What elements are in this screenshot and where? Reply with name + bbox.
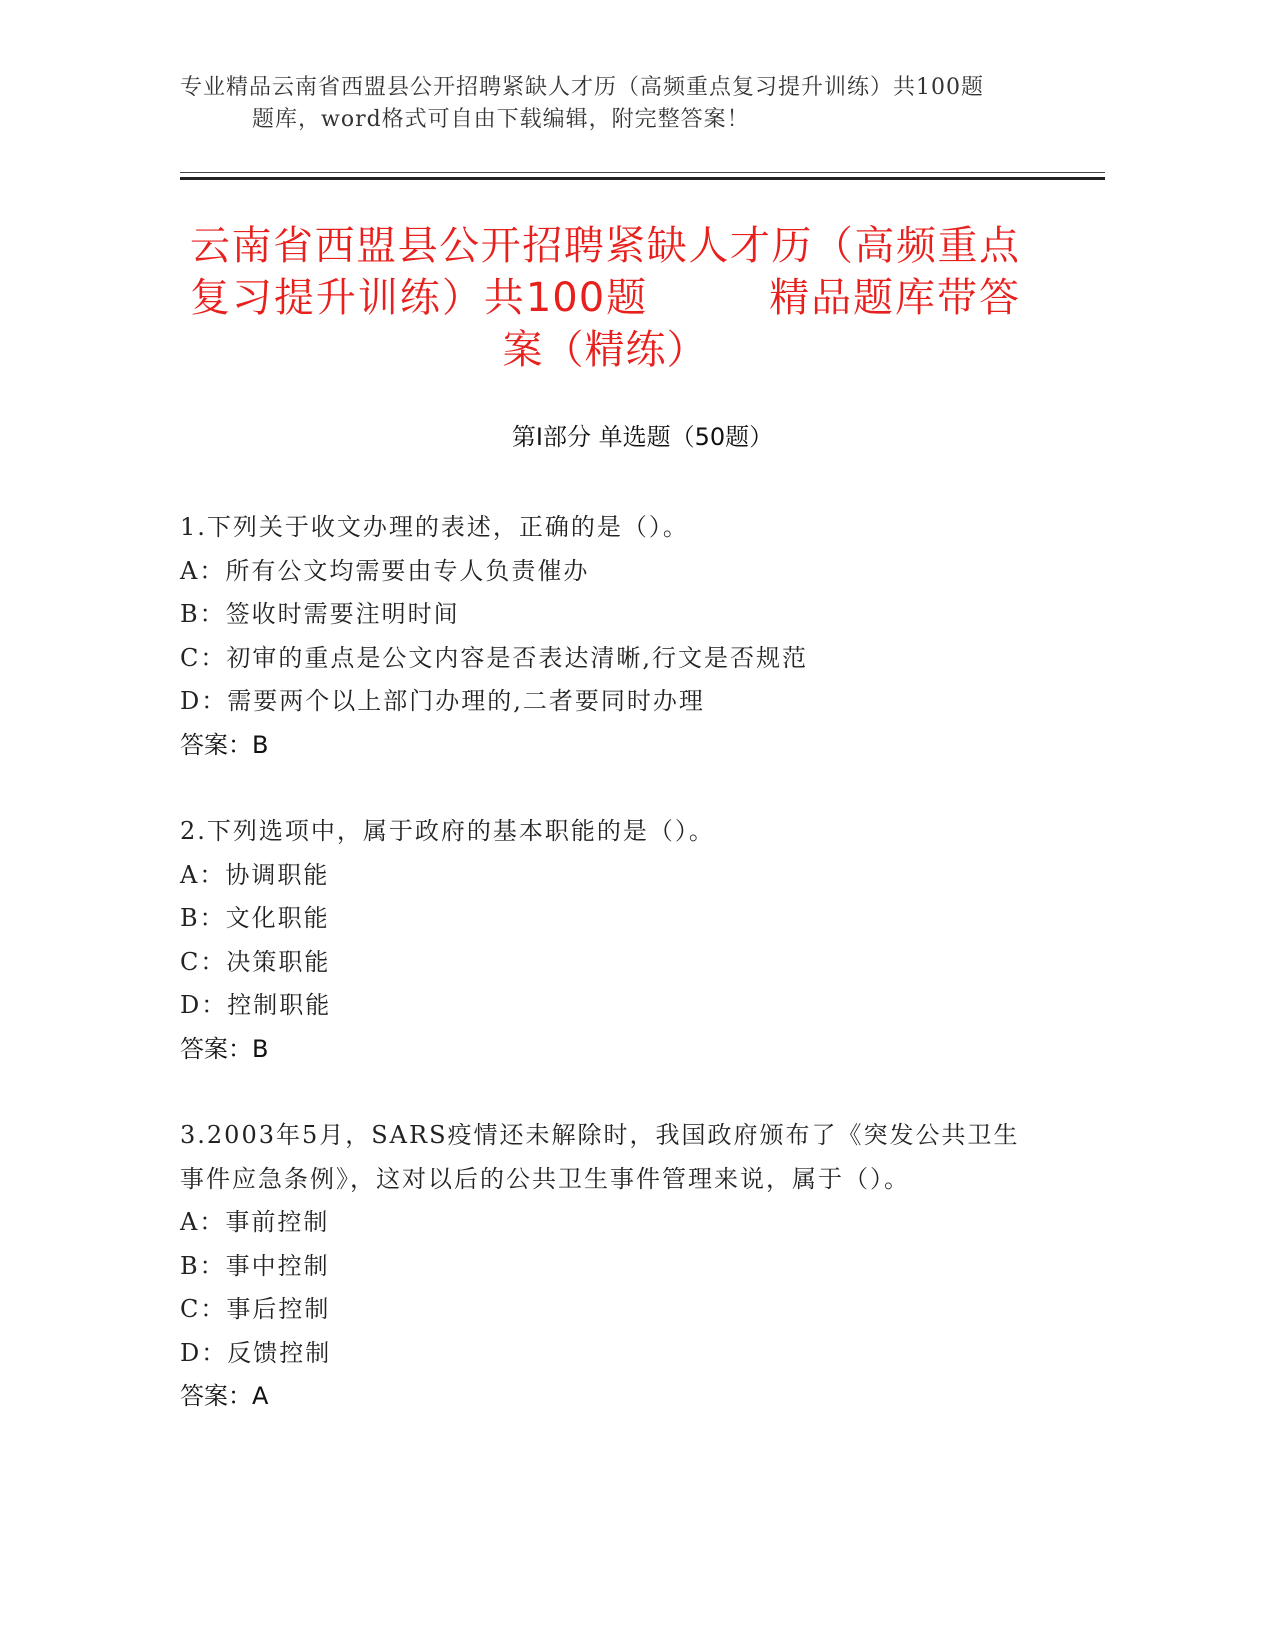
option-b: B：签收时需要注明时间: [180, 600, 460, 628]
option-c: C：决策职能: [180, 947, 331, 976]
question-3: [180, 1114, 1040, 1419]
option-a: A：协调职能: [180, 860, 330, 889]
document-title-part2: 精品题库带答案（精练）: [502, 275, 1020, 373]
option-d: D：需要两个以上部门办理的,二者要同时办理: [180, 687, 705, 715]
option-b: B：文化职能: [180, 904, 330, 932]
header-note-line2: 题库，word格式可自由下载编辑，附完整答案！: [252, 107, 750, 132]
header-note: [180, 72, 1040, 136]
question-1: [180, 506, 1040, 767]
answer: 答案：B: [180, 1034, 269, 1063]
answer: 答案：A: [180, 1382, 269, 1410]
option-b: B：事中控制: [180, 1251, 330, 1280]
header-note-line1: 专业精品云南省西盟县公开招聘紧缺人才历（高频重点复习提升训练）共100题: [180, 75, 984, 100]
header-divider-thick: [180, 177, 1105, 180]
document-title: [190, 220, 1020, 376]
option-d: D：控制职能: [180, 991, 332, 1019]
option-a: A：事前控制: [180, 1208, 330, 1236]
section-title: 第I部分 单选题（50题）: [511, 423, 774, 451]
question-list: [180, 506, 1040, 1462]
answer: 答案：B: [180, 730, 269, 759]
option-c: C：事后控制: [180, 1295, 331, 1323]
header-divider-thin: [180, 172, 1105, 173]
question-text: 2.下列选项中，属于政府的基本职能的是（）。: [180, 817, 715, 845]
question-text: 3.2003年5月，SARS疫情还未解除时，我国政府颁布了《突发公共卫生事件应急条例》，这对以后的公共卫生事件管理来说，属于（）。: [180, 1121, 1020, 1193]
question-2: [180, 810, 1040, 1071]
document-title-part1: 云南省西盟县公开招聘紧缺人才历（高频重点复习提升训练）共100题: [190, 223, 1020, 321]
option-d: D：反馈控制: [180, 1338, 332, 1367]
question-text: 1.下列关于收文办理的表述，正确的是（）。: [180, 513, 689, 541]
option-c: C：初审的重点是公文内容是否表达清晰,行文是否规范: [180, 643, 808, 672]
option-a: A：所有公文均需要由专人负责催办: [180, 556, 590, 585]
